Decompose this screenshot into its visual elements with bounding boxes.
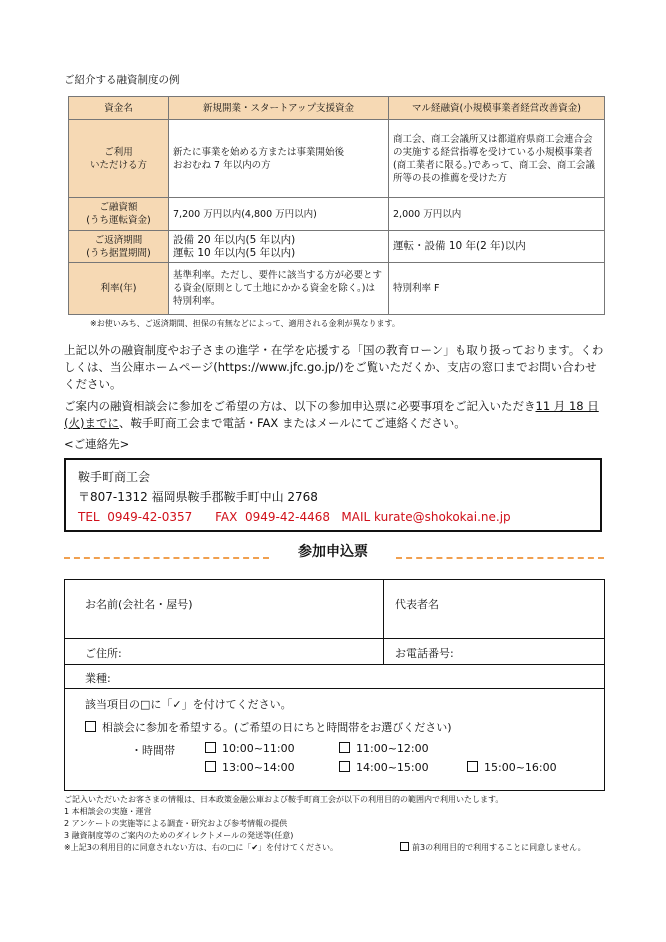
attend-option[interactable] — [85, 719, 452, 735]
form-divider — [383, 580, 384, 664]
time-slot-checkbox[interactable] — [205, 742, 216, 753]
time-slot-option[interactable] — [205, 761, 295, 774]
form-line — [65, 638, 604, 639]
row-label: 利率(年) — [69, 263, 169, 315]
table-cell: 設備 20 年以内(5 年以内) 運転 10 年以内(5 年以内) — [169, 231, 389, 263]
time-slot-text: 13:00~14:00 — [222, 761, 295, 774]
table-row — [69, 120, 605, 198]
contact-org-name: 鞍手町商工会 — [78, 470, 151, 484]
consent-checkbox[interactable] — [400, 842, 409, 851]
application-form — [64, 579, 605, 791]
para-application-text: ご案内の融資相談会に参加をご希望の方は、以下の参加申込票に必要事項をご記入いただき — [64, 399, 536, 413]
time-slot-option[interactable] — [205, 742, 295, 755]
table-cell: 基準利率。ただし、要件に該当する方が必要とする資金(原則として土地にかかる資金を除く。)は特別利率。 — [169, 263, 389, 315]
time-slot-text: 10:00~11:00 — [222, 742, 295, 755]
privacy-item: 1 本相談会の実施・運営 — [64, 807, 152, 816]
privacy-intro: ご記入いただいたお客さまの情報は、日本政策金融公庫および鞍手町商工会が以下の利用目的の範囲内で利用いたします。 — [64, 795, 504, 804]
time-slot-checkbox[interactable] — [205, 761, 216, 772]
table-header-row — [69, 97, 605, 120]
form-title: 参加申込票 — [298, 544, 368, 560]
table-row — [69, 231, 605, 263]
time-slot-text: 14:00~15:00 — [356, 761, 429, 774]
time-slot-checkbox[interactable] — [467, 761, 478, 772]
time-slot-option[interactable] — [339, 761, 429, 774]
contact-tel-fax-mail: TEL 0949-42-0357 FAX 0949-42-4468 MAIL kurate@shokokai.ne.jp — [78, 510, 511, 524]
time-slot-text: 11:00~12:00 — [356, 742, 429, 755]
para-application-tail: 、鞍手町商工会まで電話・FAX またはメールにてご連絡ください。 — [118, 416, 466, 430]
table-cell: 2,000 万円以内 — [389, 198, 605, 231]
time-slot-checkbox[interactable] — [339, 742, 350, 753]
phone-field[interactable]: お電話番号: — [395, 647, 454, 660]
time-slot-text: 15:00~16:00 — [484, 761, 557, 774]
para-education-loan: 上記以外の融資制度やお子さまの進学・在学を応援する「国の教育ローン」も取り扱っております。くわしくは、当公庫ホームページ(https://www.jfc.go.jp/)をご覧いただくか、支店の窓口までお問い合わせください。 — [64, 343, 604, 391]
divider-right — [396, 557, 604, 559]
attend-checkbox[interactable] — [85, 721, 96, 732]
name-field[interactable]: お名前(会社名・屋号) — [85, 598, 193, 611]
form-line — [65, 688, 604, 689]
attend-label: 相談会に参加を希望する。(ご希望の日にちと時間帯をお選びください) — [102, 721, 452, 734]
section-title: ご紹介する融資制度の例 — [64, 74, 180, 86]
para-application — [64, 398, 604, 432]
time-slot-label: ・時間帯 — [131, 744, 175, 757]
table-cell: 新たに事業を始める方または事業開始後 おおむね 7 年以内の方 — [169, 120, 389, 198]
consent-note: ※上記3の利用目的に同意されない方は、右の□に「✔」を付けてください。 — [64, 843, 339, 852]
contact-address: 〒807-1312 福岡県鞍手郡鞍手町中山 2768 — [78, 490, 318, 504]
address-field[interactable]: ご住所: — [85, 647, 122, 660]
form-line — [65, 664, 604, 665]
table-row — [69, 198, 605, 231]
representative-field[interactable]: 代表者名 — [395, 598, 439, 611]
privacy-item: 3 融資制度等のご案内のためのダイレクトメールの発送等(任意) — [64, 831, 294, 840]
industry-field[interactable]: 業種: — [85, 672, 111, 685]
row-label: ご利用 いただける方 — [69, 120, 169, 198]
table-cell: 特別利率 F — [389, 263, 605, 315]
table-header: マル経融資(小規模事業者経営改善資金) — [389, 97, 605, 120]
time-slot-option[interactable] — [467, 761, 557, 774]
time-slot-checkbox[interactable] — [339, 761, 350, 772]
row-label: ご返済期間 (うち据置期間) — [69, 231, 169, 263]
row-label: ご融資額 (うち運転資金) — [69, 198, 169, 231]
time-slot-option[interactable] — [339, 742, 429, 755]
privacy-item: 2 アンケートの実施等による調査・研究および参考情報の提供 — [64, 819, 288, 828]
form-instruction: 該当項目の□に「✓」を付けてください。 — [85, 698, 292, 711]
contact-box — [64, 458, 602, 532]
table-cell: 商工会、商工会議所又は都道府県商工会連合会の実施する経営指導を受けている小規模事業者(商工業者に限る。)であって、商工会、商工会議所等の長の推薦を受けた方 — [389, 120, 605, 198]
table-cell: 7,200 万円以内(4,800 万円以内) — [169, 198, 389, 231]
loan-table — [68, 96, 605, 315]
table-header: 資金名 — [69, 97, 169, 120]
contact-heading: <ご連絡先> — [64, 437, 130, 451]
table-footnote: ※お使いみち、ご返済期間、担保の有無などによって、適用される金利が異なります。 — [90, 319, 400, 328]
table-row — [69, 263, 605, 315]
table-header: 新規開業・スタートアップ支援資金 — [169, 97, 389, 120]
consent-label: 前3の利用目的で利用することに同意しません。 — [412, 843, 586, 852]
deadline-date: 11 月 18 日(火)までに — [64, 399, 599, 430]
table-cell: 運転・設備 10 年(2 年)以内 — [389, 231, 605, 263]
consent-option[interactable] — [400, 842, 586, 853]
